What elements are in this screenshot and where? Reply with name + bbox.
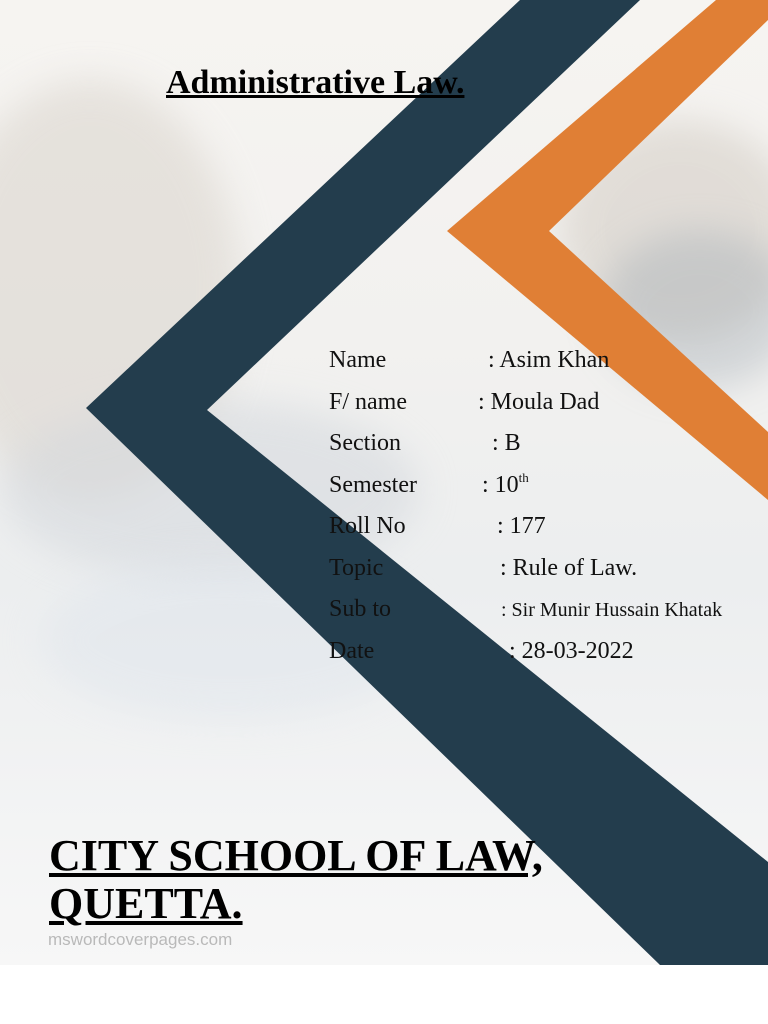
field-value: : Moula Dad xyxy=(478,389,600,415)
school-name-line-2: QUETTA. xyxy=(49,879,243,928)
field-label: Roll No xyxy=(329,513,406,539)
field-label: Name xyxy=(329,347,387,373)
field-label: Topic xyxy=(329,555,384,581)
field-value: : Asim Khan xyxy=(488,347,610,373)
field-label: Date xyxy=(329,638,375,664)
field-value: : Rule of Law. xyxy=(500,555,638,581)
page-margin xyxy=(0,965,768,1024)
school-name xyxy=(49,832,543,928)
document-title: Administrative Law. xyxy=(166,64,465,101)
field-value: : 28-03-2022 xyxy=(509,638,634,664)
field-label: Semester xyxy=(329,472,417,498)
field-value: : Sir Munir Hussain Khatak xyxy=(501,599,723,621)
watermark: mswordcoverpages.com xyxy=(48,930,233,949)
school-name-line-1: CITY SCHOOL OF LAW, xyxy=(49,831,543,880)
field-label: F/ name xyxy=(329,389,407,415)
field-value: : B xyxy=(492,430,521,456)
field-value: : 177 xyxy=(497,513,546,539)
semester-number: : 10 xyxy=(482,472,519,498)
navy-chevron xyxy=(86,0,768,965)
field-value xyxy=(482,472,529,499)
field-label: Sub to xyxy=(329,596,392,622)
field-label: Section xyxy=(329,430,401,456)
ordinal-suffix: th xyxy=(518,470,529,485)
